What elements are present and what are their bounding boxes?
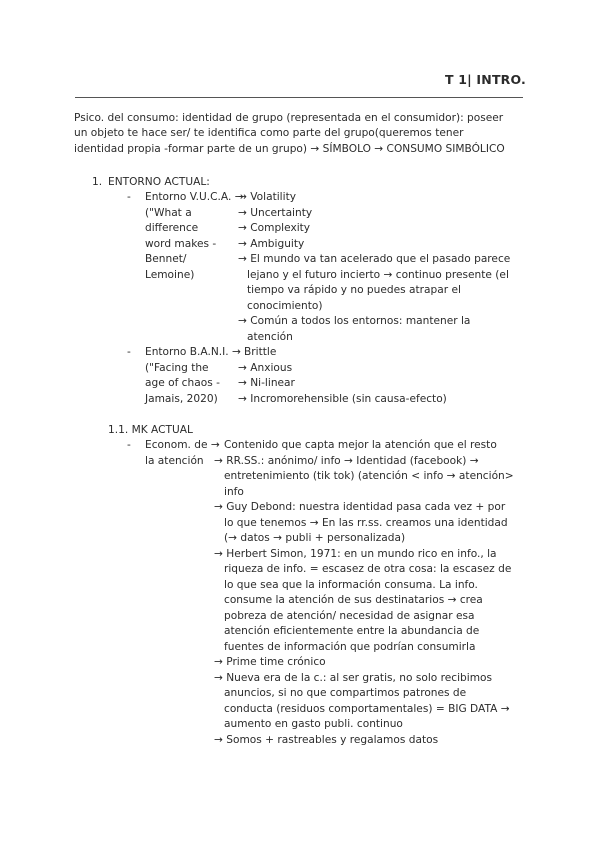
intro-line: Psico. del consumo: identidad de grupo (representada en el consumidor): poseer: [74, 112, 504, 124]
mk-item: lo que sea que la información consuma. La info.: [224, 579, 478, 591]
mk-item: → Herbert Simon, 1971: en un mundo rico en info., la: [214, 548, 497, 560]
mk-item: aumento en gasto publi. continuo: [224, 718, 403, 730]
vuca-label: Entorno V.U.C.A. →: [145, 191, 244, 203]
bani-label: Jamais, 2020): [145, 393, 218, 405]
bani-item: Brittle: [244, 346, 277, 358]
mk-label: Econom. de →: [145, 439, 220, 451]
mk-item: pobreza de atención/ necesidad de asignar esa: [224, 610, 475, 622]
vuca-item: → Común a todos los entornos: mantener la: [238, 315, 471, 327]
vuca-item: lejano y el futuro incierto → continuo presente (el: [247, 269, 509, 281]
bani-item: → Ni-linear: [238, 377, 295, 389]
vuca-item: atención: [247, 331, 293, 343]
mk-item: info: [224, 486, 244, 498]
mk-item: conducta (residuos comportamentales) = BIG DATA →: [224, 703, 510, 715]
mk-item: → Nueva era de la c.: al ser gratis, no solo recibimos: [214, 672, 493, 684]
mk-item: atención eficientemente entre la abundancia de: [224, 625, 480, 637]
vuca-label: Bennet/: [145, 253, 187, 265]
mk-item: fuentes de información que podrían consumirla: [224, 641, 476, 653]
bullet-dash: -: [127, 191, 131, 203]
mk-item: entretenimiento (tik tok) (atención < info → atención>: [224, 470, 514, 482]
mk-item: consume la atención de sus destinatarios → crea: [224, 594, 483, 606]
bani-item: → Incromorehensible (sin causa-efecto): [238, 393, 447, 405]
intro-line: un objeto te hace ser/ te identifica como parte del grupo(queremos tener: [74, 127, 464, 139]
title-divider: [75, 97, 523, 98]
vuca-label: word makes -: [145, 238, 217, 250]
mk-item: (→ datos → publi + personalizada): [224, 532, 406, 544]
bani-label: ("Facing the: [145, 362, 209, 374]
mk-label: la atención: [145, 455, 204, 467]
vuca-item: → Complexity: [238, 222, 311, 234]
vuca-item: → Ambiguity: [238, 238, 305, 250]
vuca-label: ("What a: [145, 207, 192, 219]
vuca-item: conocimiento): [247, 300, 323, 312]
mk-item: Contenido que capta mejor la atención que el resto: [224, 439, 497, 451]
vuca-label: difference: [145, 222, 199, 234]
mk-item: → Somos + rastreables y regalamos datos: [214, 734, 439, 746]
mk-item: anuncios, si no que compartimos patrones de: [224, 687, 467, 699]
bani-label: age of chaos -: [145, 377, 220, 389]
vuca-item: → Volatility: [238, 191, 296, 203]
mk-item: → RR.SS.: anónimo/ info → Identidad (facebook) →: [214, 455, 479, 467]
bullet-dash: -: [127, 346, 131, 358]
mk-item: lo que tenemos → En las rr.ss. creamos una identidad: [224, 517, 508, 529]
bani-item: → Anxious: [238, 362, 293, 374]
vuca-item: tiempo va rápido y no puedes atrapar el: [247, 284, 461, 296]
mk-item: riqueza de info. = escasez de otra cosa: la escasez de: [224, 563, 512, 575]
mk-item: → Guy Debond: nuestra identidad pasa cada vez + por: [214, 501, 506, 513]
section-heading: ENTORNO ACTUAL:: [108, 176, 210, 188]
page-title: T 1| INTRO.: [444, 72, 526, 87]
bullet-dash: -: [127, 439, 131, 451]
intro-line: identidad propia -formar parte de un grupo) → SÍMBOLO → CONSUMO SIMBÓLICO: [74, 143, 505, 155]
vuca-item: → El mundo va tan acelerado que el pasado parece: [238, 253, 511, 265]
mk-item: → Prime time crónico: [214, 656, 326, 668]
section-heading: 1.1. MK ACTUAL: [108, 424, 193, 436]
list-number: 1.: [92, 176, 103, 188]
vuca-item: → Uncertainty: [238, 207, 313, 219]
vuca-label: Lemoine): [145, 269, 195, 281]
bani-label: Entorno B.A.N.I. →: [145, 346, 241, 358]
